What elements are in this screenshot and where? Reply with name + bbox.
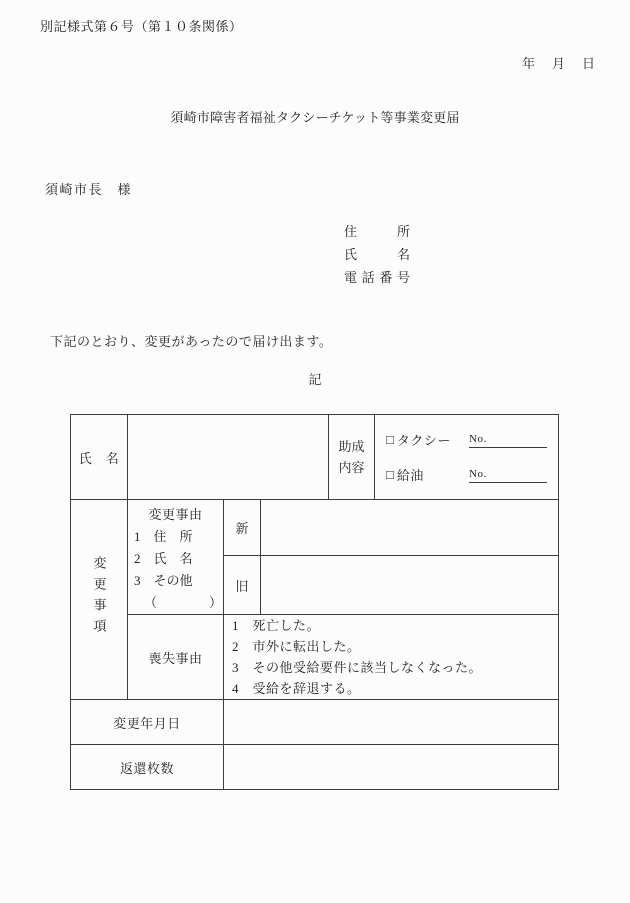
- subsidy-label-line2: 内容: [338, 460, 365, 475]
- change-date-label-cell: [71, 700, 224, 745]
- change-reason-item-other: 3 その他: [134, 573, 193, 588]
- old-label: 旧: [235, 578, 249, 594]
- loss-item-ineligible: 3 その他受給要件に該当しなくなった。: [232, 660, 483, 675]
- taxi-no-label: No.: [469, 432, 487, 445]
- fuel-checkbox[interactable]: □: [386, 466, 394, 482]
- change-date-value-cell[interactable]: [224, 700, 559, 745]
- return-count-label: 返還枚数: [119, 760, 174, 776]
- taxi-checkbox[interactable]: □: [386, 431, 394, 447]
- name-label: 氏 名: [78, 450, 120, 466]
- change-section-label: 変更事項: [91, 555, 107, 640]
- change-date-label: 変更年月日: [113, 715, 181, 731]
- name-label-cell: [71, 415, 128, 500]
- taxi-label: タクシー: [396, 433, 451, 448]
- declaration-text: 下記のとおり、変更があったので届け出ます。: [50, 334, 333, 349]
- loss-reason-label-cell: [128, 615, 224, 700]
- change-reason-other-blank[interactable]: （ ）: [144, 595, 223, 610]
- return-count-label-cell: [71, 745, 224, 790]
- change-date-row: [71, 700, 559, 745]
- change-new-row: [71, 500, 559, 556]
- subsidy-label-cell: [329, 415, 375, 500]
- subsidy-option-fuel: [375, 465, 558, 484]
- change-section-label-cell: [71, 500, 128, 700]
- addressee-mayor: 須崎市長 様: [45, 182, 133, 197]
- change-reason-item-name: 2 氏 名: [134, 551, 193, 566]
- name-row: [71, 415, 559, 500]
- return-count-row: [71, 745, 559, 790]
- taxi-number-field[interactable]: [469, 432, 547, 448]
- loss-item-declined: 4 受給を辞退する。: [232, 681, 361, 696]
- form-title: 須崎市障害者福祉タクシーチケット等事業変更届: [170, 110, 460, 125]
- change-reason-item-address: 1 住 所: [134, 529, 193, 544]
- loss-item-died: 1 死亡した。: [232, 618, 321, 633]
- form-number: 別記様式第６号（第１０条関係）: [40, 19, 243, 34]
- loss-reason-label: 喪失事由: [148, 650, 203, 666]
- applicant-block: [344, 221, 410, 290]
- name-value-cell[interactable]: [128, 415, 329, 500]
- old-value-cell[interactable]: [261, 556, 559, 615]
- subsidy-option-taxi: [375, 430, 558, 449]
- applicant-address-label: 住 所: [344, 224, 410, 239]
- applicant-name-label: 氏 名: [344, 247, 410, 262]
- loss-reason-row: [71, 615, 559, 700]
- date-line: 年 月 日: [521, 56, 597, 71]
- fuel-no-label: No.: [469, 467, 487, 480]
- fuel-number-field[interactable]: [469, 467, 547, 483]
- record-heading: 記: [308, 372, 322, 387]
- change-reason-cell: [128, 500, 224, 615]
- old-label-cell: [224, 556, 261, 615]
- new-label: 新: [235, 521, 249, 537]
- loss-item-moved-out: 2 市外に転出した。: [232, 639, 361, 654]
- form-table: [70, 414, 559, 790]
- loss-items-cell: [224, 615, 559, 700]
- subsidy-options-cell: [375, 415, 559, 500]
- fuel-label: 給油: [396, 468, 424, 483]
- change-reason-title: 変更事由: [148, 507, 203, 522]
- new-value-cell[interactable]: [261, 500, 559, 556]
- applicant-phone-label: 電話番号: [344, 270, 410, 285]
- new-label-cell: [224, 500, 261, 556]
- subsidy-label-line1: 助成: [338, 439, 365, 454]
- return-count-value-cell[interactable]: [224, 745, 559, 790]
